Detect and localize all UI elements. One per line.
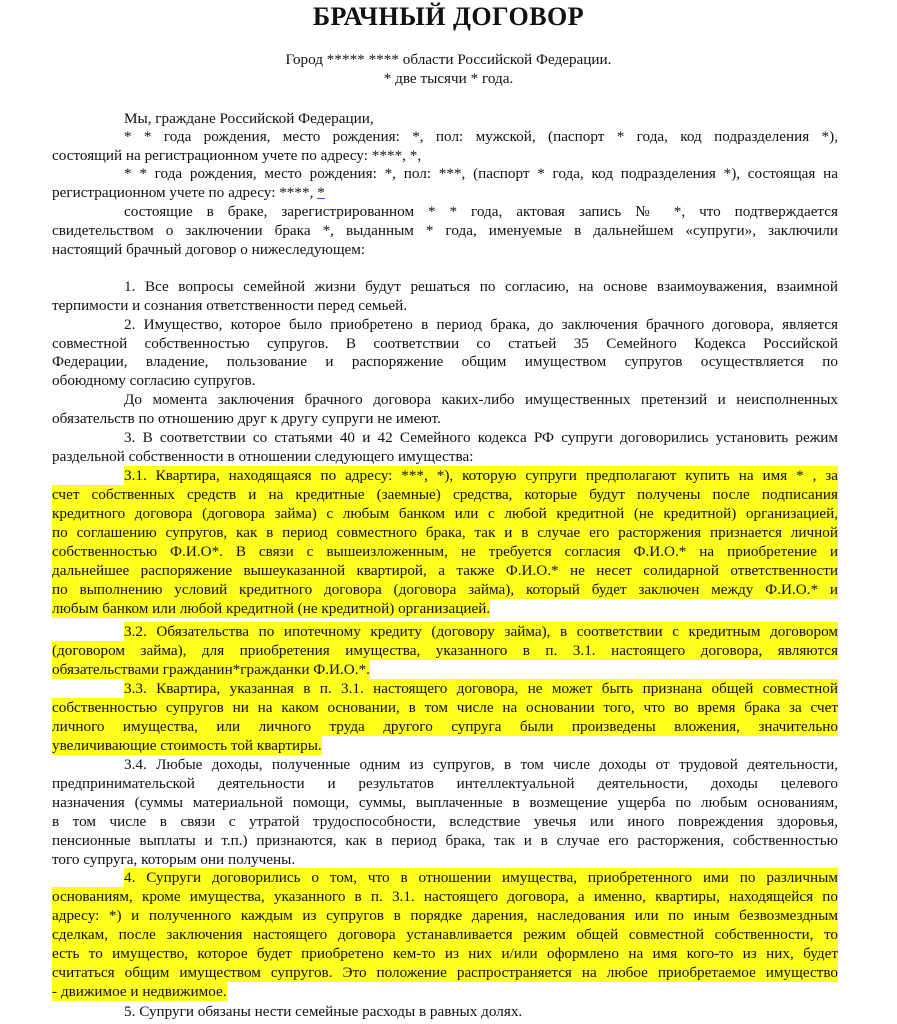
intro-line: * * года рождения, место рождения: *, пол: ***, (паспорт * года, код подразделения *), состоящая на bbox=[124, 165, 838, 182]
clause-3-4-line: предпринимательской деятельности и результатов интеллектуальной деятельности, доходы целевого bbox=[52, 775, 838, 792]
clause-3-1-line: по выполнению условий кредитного договора (договора займа), который будет заключен между Ф.И.О.* и bbox=[52, 581, 838, 598]
intro-line: состоящий на регистрационном учете по адресу: ****, *, bbox=[52, 147, 422, 164]
paragraph-4-line: основаниям, кроме имущества, указанного в п. 3.1. настоящего договора, а именно, квартиры, находящейся по bbox=[52, 888, 838, 905]
clause-3-3-line: 3.3. Квартира, указанная в п. 3.1. настоящего договора, не может быть признана общей совместной bbox=[124, 680, 838, 697]
intro-line: Мы, граждане Российской Федерации, bbox=[124, 110, 374, 127]
paragraph-4-line: - движимое и недвижимое. bbox=[52, 983, 227, 1000]
clause-3-3-line: собственностью супругов ни на каком основании, в том числе на основании того, что во время брака за счет bbox=[52, 699, 838, 716]
paragraph-4-line: сделкам, после заключения настоящего договора устанавливается режим общей совместной собственности, то bbox=[52, 926, 838, 943]
paragraph-5-line: 5. Супруги обязаны нести семейные расходы в равных долях. bbox=[124, 1003, 523, 1020]
clause-3-3-line: увеличивающие стоимость той квартиры. bbox=[52, 737, 322, 754]
intro-line: свидетельством о заключении брака *, выданным * года, именуемые в дальнейшем «супруги», заключили bbox=[52, 222, 838, 239]
clause-3-1-line: кредитного договора (договора займа) с любым банком или с любой кредитной (не кредитной) организацией, bbox=[52, 505, 838, 522]
clause-3-1-line: счет собственных средств и на кредитные (заемные) средства, которые будут получены после подписания bbox=[52, 486, 838, 503]
paragraph-3-line: раздельной собственности в отношении следующего имущества: bbox=[52, 448, 474, 465]
clause-3-4-line: в том числе в связи с утратой трудоспособности, вследствие увечья или иного повреждения здоровья, bbox=[52, 813, 838, 830]
intro-line: настоящий брачный договор о нижеследующем: bbox=[52, 241, 366, 258]
paragraph-1-line: терпимости и сознания ответственности перед семьей. bbox=[52, 297, 408, 314]
intro-line bbox=[52, 183, 325, 202]
paragraph-2-line: Федерации, владение, пользование и распоряжение общим имуществом супругов осуществляется по bbox=[52, 353, 838, 370]
date-line: * две тысячи * года. bbox=[383, 70, 514, 87]
clause-3-1-line: любым банком или любой кредитной (не кредитной) организацией. bbox=[52, 600, 491, 617]
clause-3-4-line: пенсионные выплаты и т.п.) признаются, как в период брака, так и в случае его расторжения, собственностью bbox=[52, 832, 838, 849]
clause-3-2-line: 3.2. Обязательства по ипотечному кредиту (договору займа), в соответствии с кредитным договором bbox=[124, 623, 838, 640]
paragraph-2-line: До момента заключения брачного договора каких-либо имущественных претензий и неисполненных bbox=[124, 391, 838, 408]
clause-3-4-line: назначения (суммы материальной помощи, суммы, выплаченные в возмещение ущерба по любым основаниям, bbox=[52, 794, 838, 811]
paragraph-4-line: есть то имущество, которое будет приобретено кем-то из них и/или оформлено на имя кого-то из них, будет bbox=[52, 945, 838, 962]
paragraph-4-line: считаться общим имуществом супругов. Это положение распространяется на любое приобретаемое имущество bbox=[52, 964, 838, 981]
clause-3-1-line: дальнейшее распоряжение вышеуказанной квартирой, а также Ф.И.О.* не несет солидарной ответственности bbox=[52, 562, 838, 579]
paragraph-1-line: 1. Все вопросы семейной жизни будут решаться по согласию, на основе взаимоуважения, взаимной bbox=[124, 278, 838, 295]
paragraph-2-line: 2. Имущество, которое было приобретено в период брака, до заключения брачного договора, является bbox=[124, 316, 838, 333]
paragraph-4-line: 4. Супруги договорились о том, что в отношении имущества, приобретенного ими по различным bbox=[124, 869, 838, 886]
address-link[interactable]: * bbox=[317, 184, 325, 201]
clause-3-1-line: 3.1. Квартира, находящаяся по адресу: ***, *), которую супруги предполагают купить на имя * , за bbox=[124, 467, 838, 484]
address-text: регистрационном учете по адресу: ****, bbox=[52, 184, 314, 201]
clause-3-1-line: собственностью Ф.И.О*. В связи с вышеизложенным, не требуется согласия Ф.И.О.* на приобретение и bbox=[52, 543, 838, 560]
clause-3-1-line: по соглашению супругов, как в период совместного брака, так и в случае его расторжения признается личной bbox=[52, 524, 838, 541]
paragraph-3-line: 3. В соответствии со статьями 40 и 42 Семейного кодекса РФ супруги договорились установить режим bbox=[124, 429, 838, 446]
paragraph-4-line: адресу: *) и полученного каждым из супругов в порядке дарения, наследования или по иным безвозмездным bbox=[52, 907, 838, 924]
clause-3-2-line: (договором займа), для приобретения имущества, указанного в п. 3.1. настоящего договора, являются bbox=[52, 642, 838, 659]
paragraph-2-line: обоюдному согласию супругов. bbox=[52, 372, 256, 389]
intro-line: состоящие в браке, зарегистрированном * * года, актовая запись № *, что подтверждается bbox=[124, 203, 838, 220]
clause-3-4-line: того супруга, которым они получены. bbox=[52, 851, 296, 868]
paragraph-2-line: обязательств по отношению друг к другу супруги не имеют. bbox=[52, 410, 441, 427]
clause-3-2-line: обязательствами гражданин*гражданки Ф.И.О.*. bbox=[52, 661, 370, 678]
clause-3-4-line: 3.4. Любые доходы, полученные одним из супругов, в том числе доходы от трудовой деятельности, bbox=[124, 756, 838, 773]
city-line: Город ***** **** области Российской Федерации. bbox=[285, 51, 612, 68]
intro-line: * * года рождения, место рождения: *, пол: мужской, (паспорт * года, код подразделения *), bbox=[124, 128, 838, 145]
clause-3-3-line: личного имущества, или личного труда другого супруга были произведены вложения, значительно bbox=[52, 718, 838, 735]
document-title: БРАЧНЫЙ ДОГОВОР bbox=[312, 2, 585, 31]
paragraph-2-line: совместной собственностью супругов. В соответствии со статьей 35 Семейного Кодекса Российской bbox=[52, 335, 838, 352]
